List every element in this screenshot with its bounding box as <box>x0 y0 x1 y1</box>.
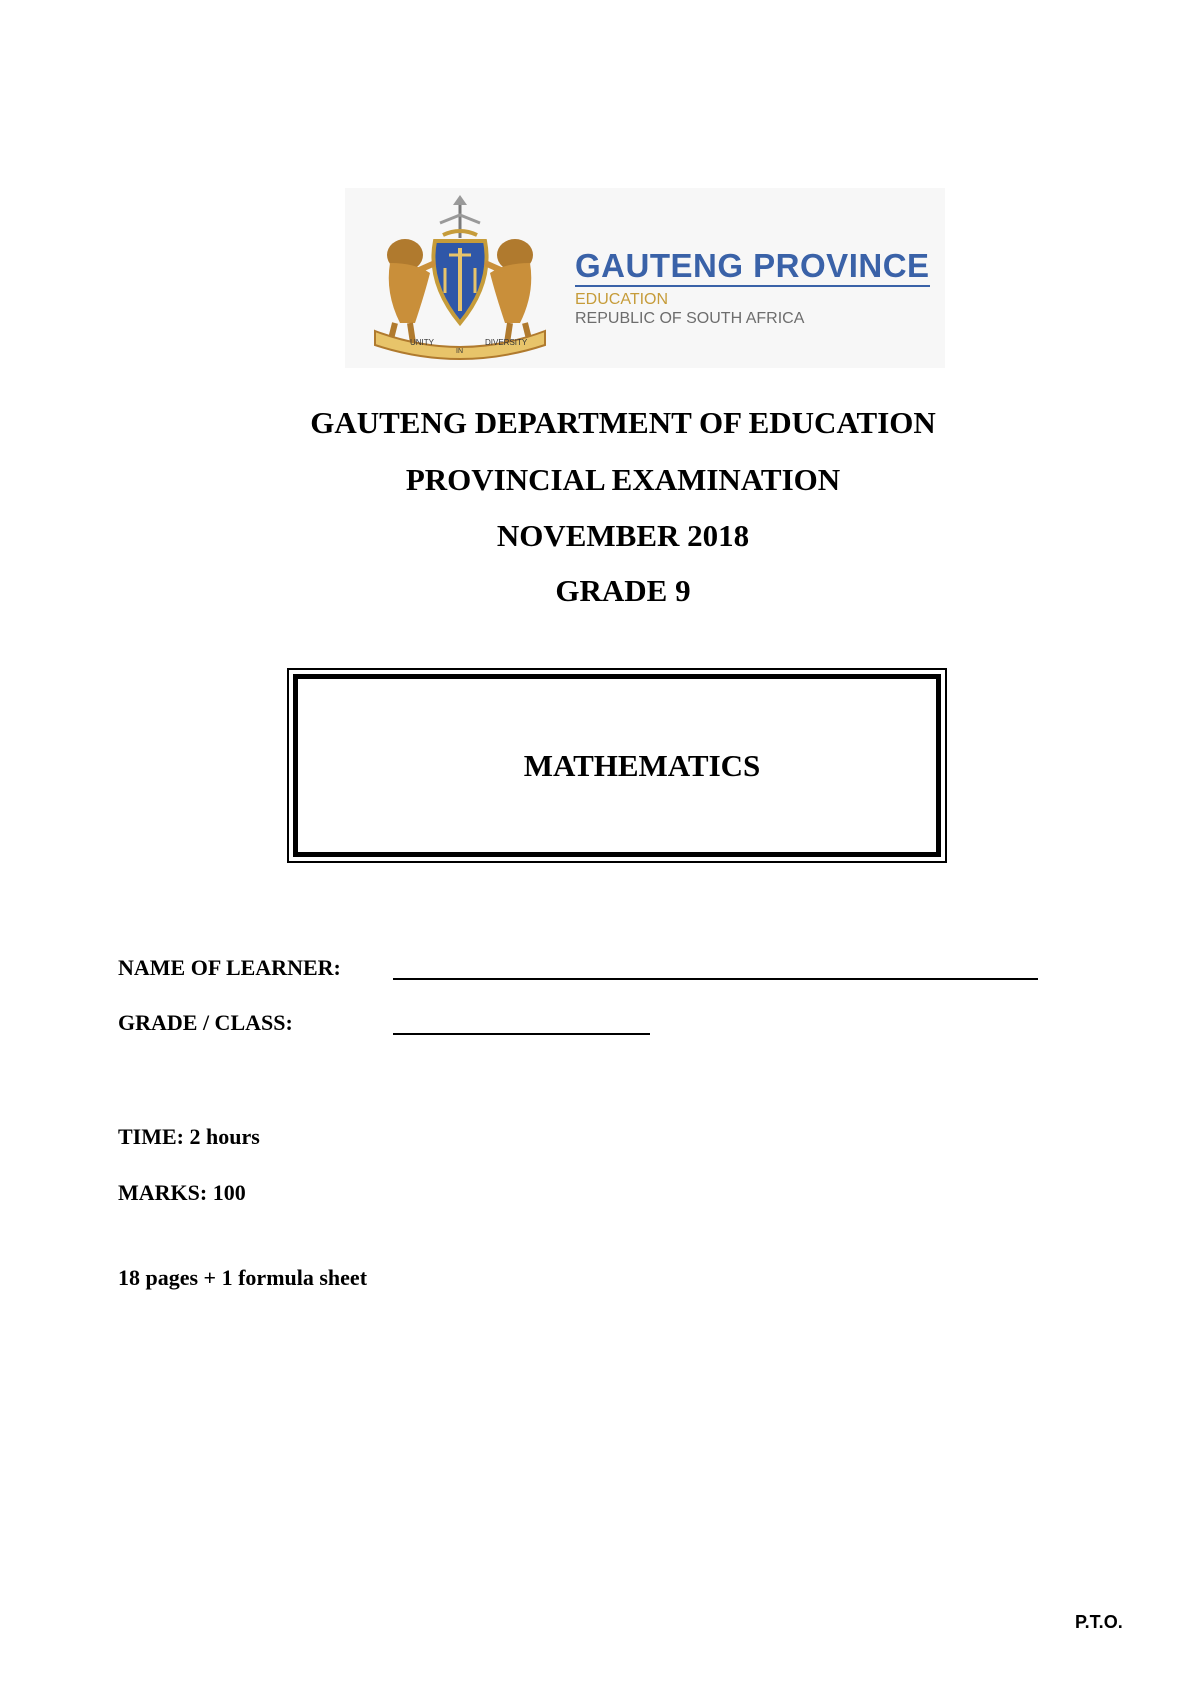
learner-name-label: NAME OF LEARNER: <box>118 955 341 980</box>
pages-info: 18 pages + 1 formula sheet <box>118 1265 368 1290</box>
learner-name-line[interactable] <box>393 978 1038 980</box>
logo-subtitle: EDUCATION <box>575 291 669 308</box>
logo-title: GAUTENG PROVINCE <box>575 248 930 287</box>
grade-class-label: GRADE / CLASS: <box>118 1010 293 1035</box>
department-heading: GAUTENG DEPARTMENT OF EDUCATION <box>310 405 936 440</box>
subject-box <box>287 668 947 863</box>
marks-info: MARKS: 100 <box>118 1180 246 1205</box>
pto-label: P.T.O. <box>1075 1612 1123 1632</box>
grade-class-line[interactable] <box>393 1033 650 1035</box>
crest-motto-in: IN <box>456 348 463 355</box>
time-info: TIME: 2 hours <box>118 1124 260 1149</box>
crest-motto-diversity: DIVERSITY <box>485 338 528 347</box>
logo-country: REPUBLIC OF SOUTH AFRICA <box>575 310 805 327</box>
subject-title: MATHEMATICS <box>523 748 761 783</box>
crest-motto-unity: UNITY <box>410 338 434 347</box>
grade-heading: GRADE 9 <box>555 573 691 608</box>
date-heading: NOVEMBER 2018 <box>496 518 750 553</box>
gauteng-logo <box>345 188 945 368</box>
exam-heading: PROVINCIAL EXAMINATION <box>405 462 841 497</box>
logo-wordmark <box>575 248 930 329</box>
coat-of-arms-icon <box>355 193 565 363</box>
